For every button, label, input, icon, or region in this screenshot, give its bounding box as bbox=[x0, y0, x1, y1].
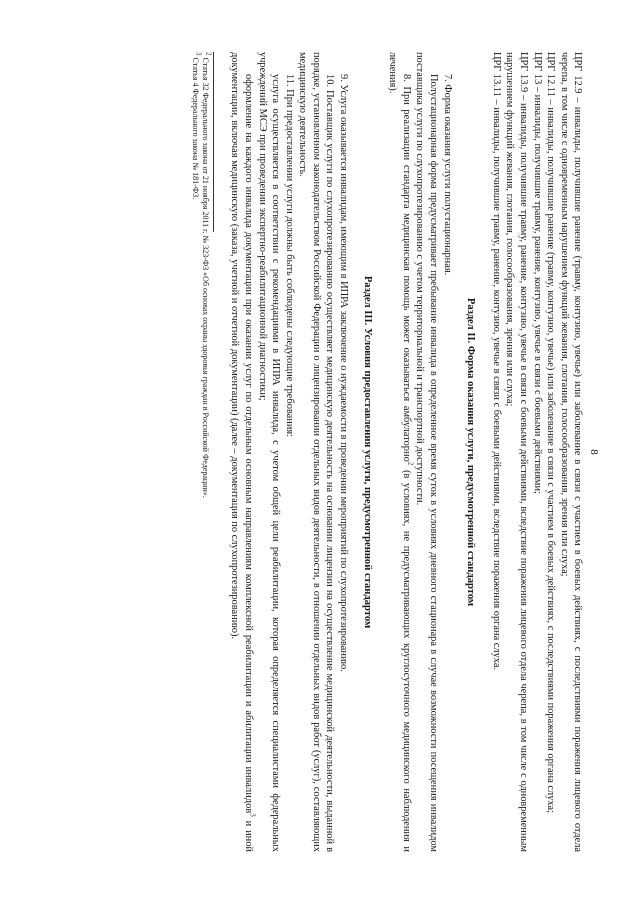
paragraph-text: и иной документации, включая медицинскую (заказа, учетной и отчетной документации) (далее – документация по слухопротезированию). bbox=[229, 52, 254, 852]
footnote bbox=[200, 52, 213, 852]
section-heading: Раздел II. Форма оказания услуги, предусмотренной стандартом bbox=[465, 297, 477, 607]
list-item: ЦРГ 12.9 – инвалиды, получившие ранение (травму, контузию, увечье) или заболевание в связи с участием в боевых действиях, с последствиями поражения лицевого отдела черепа, в том числе с одновременным нарушением функций жевания, глотания, голосообразования, зрения или слуха; bbox=[558, 52, 584, 852]
paragraph bbox=[386, 52, 413, 852]
footnote-text: Статья 4 Федерального закона № 181-ФЗ. bbox=[190, 57, 200, 200]
paragraph-text: (в условиях, не предусматривающих круглосуточного медицинского наблюдения и лечения). bbox=[387, 52, 412, 852]
paragraph: Полустационарная форма предусматривает пребывание инвалида в определенное время суток в условиях дневного стационара в случае возможности посещения инвалидом поставщика услуги по слухопротезированию с учетом территориальной и транспортной доступности. bbox=[414, 52, 440, 852]
footnote-text: Статья 32 Федерального закона от 21 ноября 2011 г. № 323-ФЗ «Об основах охраны здоровья граждан в Российской Федерации». bbox=[200, 57, 210, 498]
footnote-ref: 2 bbox=[406, 461, 415, 466]
section-heading: Раздел III. Условия предоставления услуги, предусмотренной стандартом bbox=[361, 275, 373, 629]
list-item: ЦРГ 13.9 – инвалиды, получившие травму, ранение, контузию, увечье в связи с боевыми действиями, вследствие поражения лицевого отдела черепа, в том числе с одновременным нарушением функций жевания, глотания, голосообразования, зрения или слуха; bbox=[504, 52, 530, 852]
paragraph: 11. При предоставлении услуги должны быть соблюдены следующие требования: bbox=[283, 74, 295, 438]
footnote-ref: 3 bbox=[248, 813, 257, 817]
footnote-mark: 2 bbox=[204, 52, 213, 56]
paragraph-text: оформление на каждого инвалида документации при оказании услуг по отдельным основным направлениям комплексной реабилитации и абилитации инвалидов bbox=[242, 74, 254, 814]
paragraph: 10. Поставщик услуги по слухопротезированию осуществляет медицинскую деятельность на основании лицензии на осуществление медицинской деятельности, выданной в порядке, установленном законодательством Российской Федерации о лицензировании отдельных видов деятельности, в отношении отдельных видов работ (услуг), составляющих медицинскую деятельность. bbox=[297, 52, 336, 852]
paragraph: 7. Форма оказания услуги полустационарная. bbox=[441, 74, 453, 276]
page-number: 8 bbox=[588, 449, 600, 455]
footnote-divider bbox=[213, 52, 214, 232]
paragraph-text: 8. При реализации стандарта медицинская помощь может оказываться амбулаторно bbox=[400, 74, 412, 462]
list-item: ЦРГ 13.11 – инвалиды, получившие травму, ранение, контузию, увечье в связи с боевыми действиями, вследствие поражения органа слуха. bbox=[490, 52, 502, 671]
list-item: ЦРГ 13 – инвалиды, получившие травму, ранение, контузию, увечье в связи с боевыми действиями; bbox=[531, 52, 543, 494]
footnote-mark: 3 bbox=[194, 52, 203, 56]
paragraph: 9. Услуга оказывается инвалидам, имеющим в ИПРА заключение о нуждаемости в проведении мероприятий по слухопротезированию. bbox=[338, 74, 350, 672]
footnote bbox=[190, 52, 203, 852]
paragraph: услуга осуществляется в соответствии с рекомендациями в ИПРА инвалида, с учетом общей цели реабилитации, которая определяется специалистами федеральных учреждений МСЭ при проведении экспертно-реабилитационной диагностики; bbox=[256, 52, 282, 852]
paragraph bbox=[228, 52, 255, 852]
list-item: ЦРГ 12.11 – инвалиды, получившие ранение (травму, контузию, увечье) или заболевание в связи с участием в боевых действиях, с последствиями поражения органа слуха; bbox=[545, 52, 557, 813]
